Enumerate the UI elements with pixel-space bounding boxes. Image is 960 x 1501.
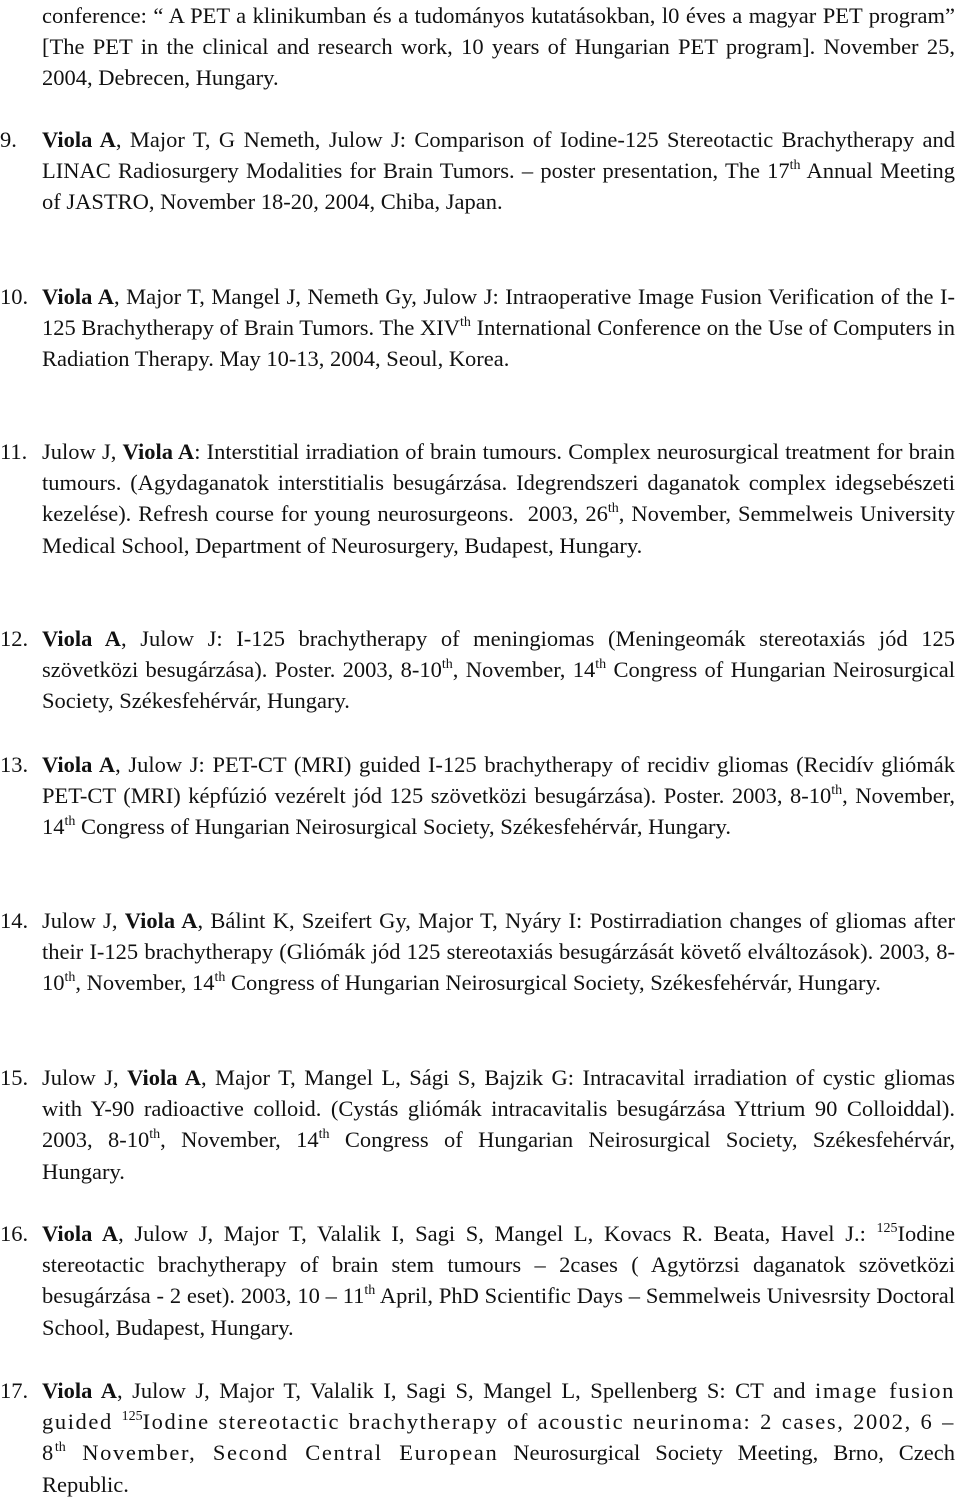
- list-item-14: [0, 905, 955, 999]
- entry-text: , November, 14: [160, 1127, 319, 1153]
- superscript: th: [460, 315, 471, 331]
- entry-text: , November, Semmelweis University Medical School, Department of Neurosurgery, Budapest, Hungary.: [42, 501, 955, 558]
- list-item-text: [0, 623, 955, 717]
- list-item-10: [0, 281, 955, 375]
- list-item-16: [0, 1218, 955, 1343]
- list-item-number: 11.: [0, 439, 28, 464]
- entry-text: , November, 14: [42, 783, 955, 840]
- list-item-text: [0, 1218, 955, 1343]
- entry-text: November, Second Central European: [65, 1440, 499, 1466]
- entry-text: , Major T, G Nemeth, Julow J: Comparison of Iodine-125 Stereotactic Brachytherapy and LINAC Radiosurgery Modalities for Brain Tumors. – poster presentation, The 17: [42, 127, 955, 184]
- entry-text: , Julow J: I-125 brachytherapy of meningiomas (Meningeomák stereotaxiás jód 125 szövetközi besugárzása). Poster. 2003, 8-10: [42, 626, 955, 683]
- entry-text: , Bálint K, Szeifert Gy, Major T, Nyáry I: Postirradiation changes of gliomas after their I-125 brachytherapy (Gliómák jód 125 stereotaxiás besugárzását követő elváltozások). 2003, 8-10: [42, 908, 955, 996]
- superscript: th: [789, 158, 801, 174]
- list-item-13: [0, 749, 955, 843]
- entry-text: , Major T, Mangel L, Sági S, Bajzik G: Intracavital irradiation of cystic gliomas with Y-90 radioactive colloid. (Cystás gliómák intracavitalis besugárzása Yttrium 90 Colloiddal). 2003, 8-10: [42, 1065, 955, 1153]
- author-name: Viola A: [127, 1065, 201, 1090]
- author-name: Viola A: [42, 1221, 119, 1246]
- list-item-text: conference: “ A PET a klinikumban és a tudományos kutatásokban, l0 éves a magyar PET program” [The PET in the clinical and research work, 10 years of Hungarian PET program]. November 25, 2004, Debrecen, Hungary.: [42, 3, 955, 91]
- superscript: th: [54, 1440, 66, 1456]
- list-item-number: 9.: [0, 127, 17, 152]
- list-item-text: [0, 281, 955, 375]
- list-item-continuation: [0, 0, 955, 94]
- author-name: Viola A: [124, 908, 198, 933]
- superscript: th: [64, 970, 76, 986]
- list-item-number: 15.: [0, 1065, 29, 1090]
- list-item-text: [0, 905, 955, 999]
- superscript: th: [595, 657, 607, 673]
- superscript: th: [831, 783, 843, 799]
- list-item-15: [0, 1062, 955, 1187]
- superscript: th: [607, 501, 619, 517]
- entry-text: Congress of Hungarian Neirosurgical Society, Székesfehérvár, Hungary.: [42, 657, 955, 714]
- list-item-text: [0, 749, 955, 843]
- entry-text: , Major T, Mangel J, Nemeth Gy, Julow J: Intraoperative Image Fusion Verification of the I-125 Brachytherapy of Brain Tumors. The XIV: [42, 284, 955, 341]
- entry-text: April, PhD Scientific Days – Semmelweis Univesrsity Doctoral School, Budapest, Hungary.: [42, 1283, 956, 1340]
- entry-text: Annual Meeting of JASTRO, November 18-20, 2004, Chiba, Japan.: [42, 158, 956, 215]
- list-item-11: [0, 436, 955, 561]
- entry-text: , Julow J, Major T, Valalik I, Sagi S, Mangel L, Spellenberg S: CT and: [116, 1378, 816, 1403]
- author-name: Viola A: [42, 752, 116, 777]
- list-item-number: 13.: [0, 752, 29, 777]
- author-name: Viola A: [122, 439, 195, 464]
- superscript: th: [318, 1127, 330, 1143]
- entry-text: Iodine stereotactic brachytherapy of brain stem tumours – 2cases ( Agytörzsi daganatok szövetközi besugárzása - 2 eset). 2003, 10 – 11: [42, 1221, 955, 1309]
- list-item-text: [0, 124, 955, 218]
- superscript: th: [441, 657, 453, 673]
- author-name: Viola A: [42, 1378, 117, 1403]
- entry-text: Julow J,: [42, 908, 125, 933]
- author-name: Viola A: [42, 284, 114, 309]
- list-item-number: 14.: [0, 908, 29, 933]
- superscript: th: [149, 1127, 161, 1143]
- entry-text: , November, 14: [75, 970, 215, 996]
- superscript: 125: [876, 1221, 898, 1236]
- entry-text: Julow J,: [42, 439, 123, 464]
- superscript: th: [364, 1283, 376, 1299]
- author-name: Viola A: [42, 626, 122, 651]
- list-item-number: 17.: [0, 1378, 29, 1403]
- entry-text: , Julow J, Major T, Valalik I, Sagi S, Mangel L, Kovacs R. Beata, Havel J.:: [118, 1221, 877, 1246]
- list-item-text: [0, 1375, 955, 1500]
- list-item-9: [0, 124, 955, 218]
- superscript: th: [214, 970, 226, 986]
- entry-text: Iodine stereotactic brachytherapy of acoustic neurinoma: 2 cases, 2002, 6 – 8: [42, 1409, 955, 1466]
- list-item-number: 16.: [0, 1221, 29, 1246]
- list-item-17: [0, 1375, 955, 1500]
- list-item-number: 10.: [0, 284, 29, 309]
- entry-text: Congress of Hungarian Neirosurgical Society, Székesfehérvár, Hungary.: [75, 814, 731, 840]
- author-name: Viola A: [42, 127, 116, 152]
- superscript: 125: [121, 1409, 143, 1425]
- entry-text: image fusion guided: [42, 1378, 955, 1435]
- superscript: th: [64, 814, 76, 830]
- list-item-number: 12.: [0, 626, 29, 651]
- entry-text: , November, 14: [452, 657, 596, 683]
- entry-text: Neurosurgical Society Meeting, Brno, Czech Republic.: [42, 1440, 956, 1497]
- entry-text: , Julow J: PET-CT (MRI) guided I-125 brachytherapy of recidiv gliomas (Recidív gliómák PET-CT (MRI) képfúzió vezérelt jód 125 szövetközi besugárzása). Poster. 2003, 8-10: [42, 752, 955, 809]
- entry-text: International Conference on the Use of Computers in Radiation Therapy. May 10-13, 2004, Seoul, Korea.: [42, 315, 956, 372]
- list-item-text: [0, 1062, 955, 1187]
- entry-text: Congress of Hungarian Neirosurgical Society, Székesfehérvár, Hungary.: [225, 970, 881, 996]
- entry-text: Congress of Hungarian Neirosurgical Society, Székesfehérvár, Hungary.: [42, 1127, 955, 1184]
- entry-text: : Interstitial irradiation of brain tumours. Complex neurosurgical treatment for brain tumours. (Agydaganatok interstitialis besugárzása. Idegrendszeri daganatok complex idegsebészeti kezelése). Refresh course for young neurosurgeons. 2003, 26: [42, 439, 955, 527]
- entry-text: Julow J,: [42, 1065, 128, 1090]
- list-item-text: [0, 436, 955, 561]
- list-item-12: [0, 623, 955, 717]
